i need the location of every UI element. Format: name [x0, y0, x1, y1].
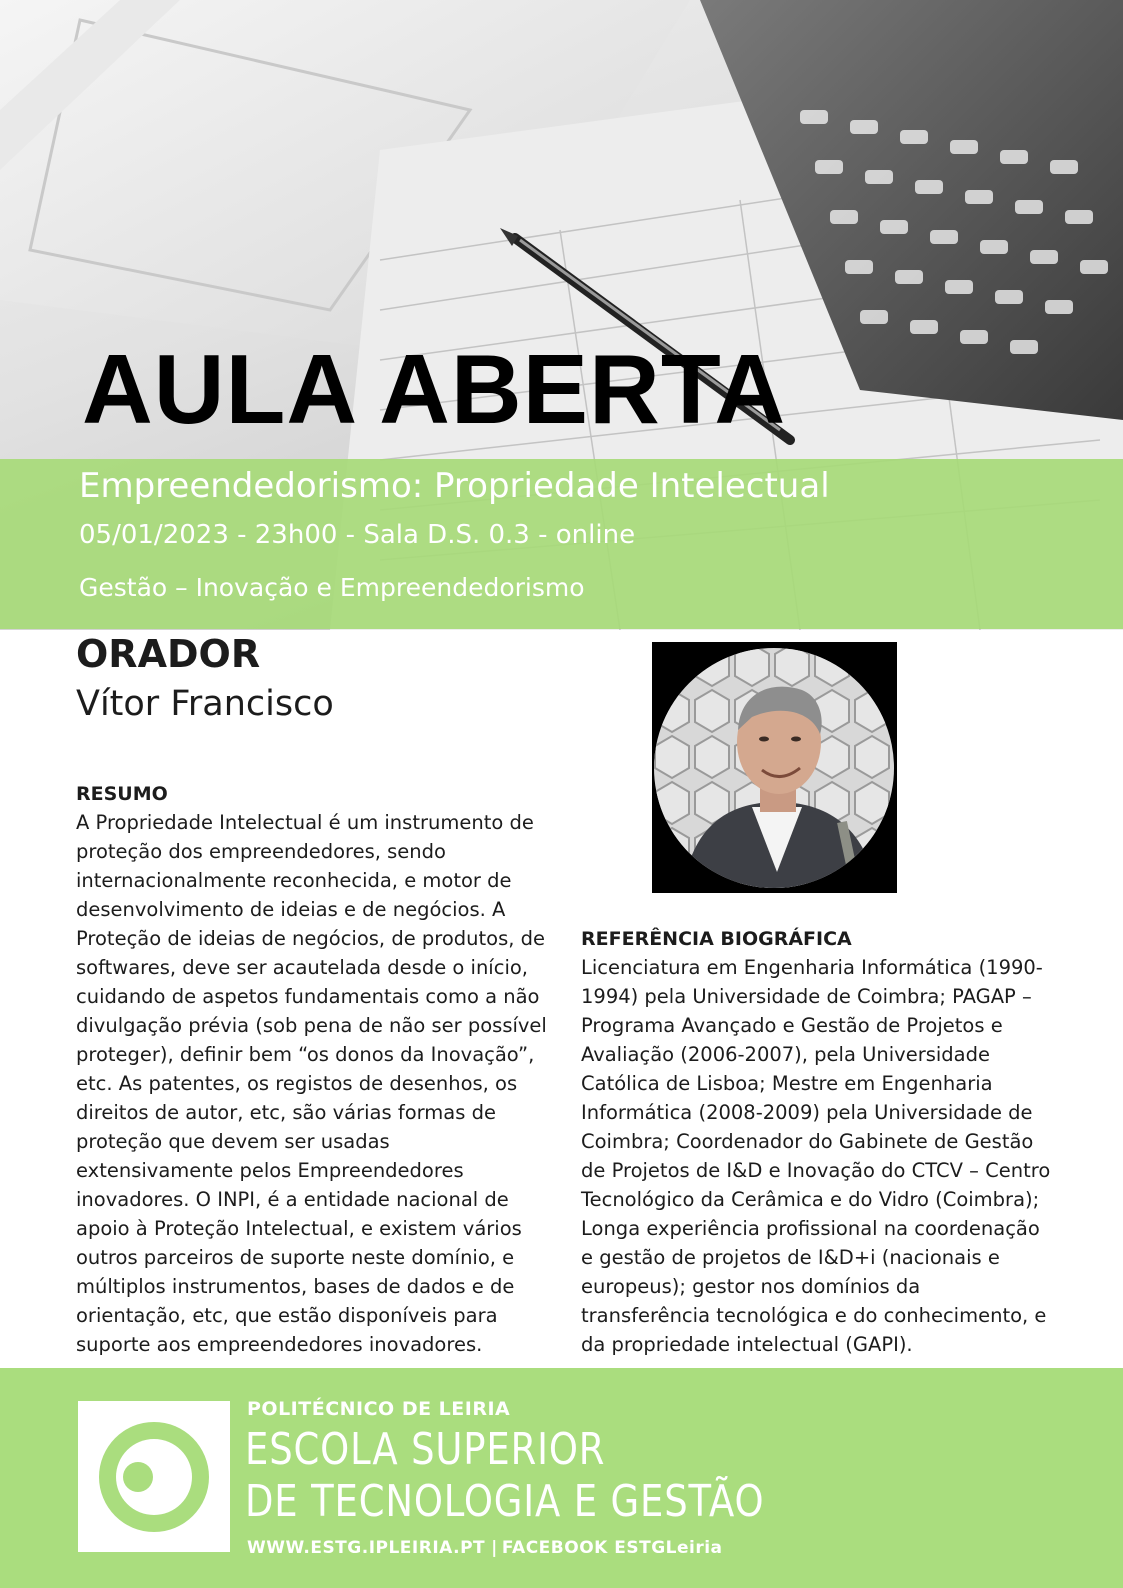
speaker-name: Vítor Francisco: [76, 684, 334, 724]
institution-name: POLITÉCNICO DE LEIRIA: [247, 1398, 511, 1420]
estg-logo: [78, 1401, 230, 1552]
event-title: AULA ABERTA: [82, 334, 787, 444]
event-subject: Empreendedorismo: Propriedade Intelectual: [79, 466, 830, 506]
school-name-line1: ESCOLA SUPERIOR: [245, 1424, 606, 1475]
footer-links: [247, 1538, 723, 1558]
speaker-heading: ORADOR: [76, 632, 261, 676]
biography-heading: REFERÊNCIA BIOGRÁFICA: [581, 928, 852, 950]
event-program: Gestão – Inovação e Empreendedorismo: [79, 573, 585, 602]
facebook-link[interactable]: FACEBOOK ESTGLeiria: [501, 1538, 723, 1558]
estg-circle-logo-icon: [78, 1401, 230, 1552]
summary-section: [76, 780, 548, 1359]
link-separator: |: [491, 1538, 498, 1558]
biography-section: [581, 925, 1053, 1359]
summary-text: A Propriedade Intelectual é um instrumento de proteção dos empreendedores, sendo internacionalmente reconhecida, e motor de desenvolvimento de ideias e de negócios. A Proteção de ideias de negócios, de produtos, de softwares, deve ser acautelada desde o início, cuidando de aspetos fundamentais como a não divulgação prévia (sob pena de não ser possível proteger), definir bem “os donos da Inovação”, etc. As patentes, os registos de desenhos, os direitos de autor, etc, são várias formas de proteção que devem ser usadas extensivamente pelos Empreendedores inovadores. O INPI, é a entidade nacional de apoio à Proteção Intelectual, e existem vários outros parceiros de suporte neste domínio, e múltiplos instrumentos, bases de dados e de orientação, etc, que estão disponíveis para suporte aos empreendedores inovadores.: [76, 811, 547, 1356]
biography-text: Licenciatura em Engenharia Informática (1990-1994) pela Universidade de Coimbra; PAGAP – Programa Avançado e Gestão de Projetos e Avaliação (2006-2007), pela Universidade Católica de Lisboa; Mestre em Engenharia Informática (2008-2009) pela Universidade de Coimbra; Coordenador do Gabinete de Gestão de Projetos de I&D e Inovação do CTCV – Centro Tecnológico da Cerâmica e do Vidro (Coimbra); Longa experiência profissional na coordenação e gestão de projetos de I&D+i (nacionais e europeus); gestor nos domínios da transferência tecnológica e do conhecimento, e da propriedade intelectual (GAPI).: [581, 956, 1051, 1356]
school-name-line2: DE TECNOLOGIA E GESTÃO: [245, 1476, 765, 1527]
event-date-time-location: 05/01/2023 - 23h00 - Sala D.S. 0.3 - online: [79, 520, 636, 550]
speaker-photo: [652, 642, 897, 893]
summary-heading: RESUMO: [76, 783, 168, 805]
website-link[interactable]: WWW.ESTG.IPLEIRIA.PT: [247, 1538, 486, 1558]
speaker-portrait-icon: [652, 642, 897, 893]
